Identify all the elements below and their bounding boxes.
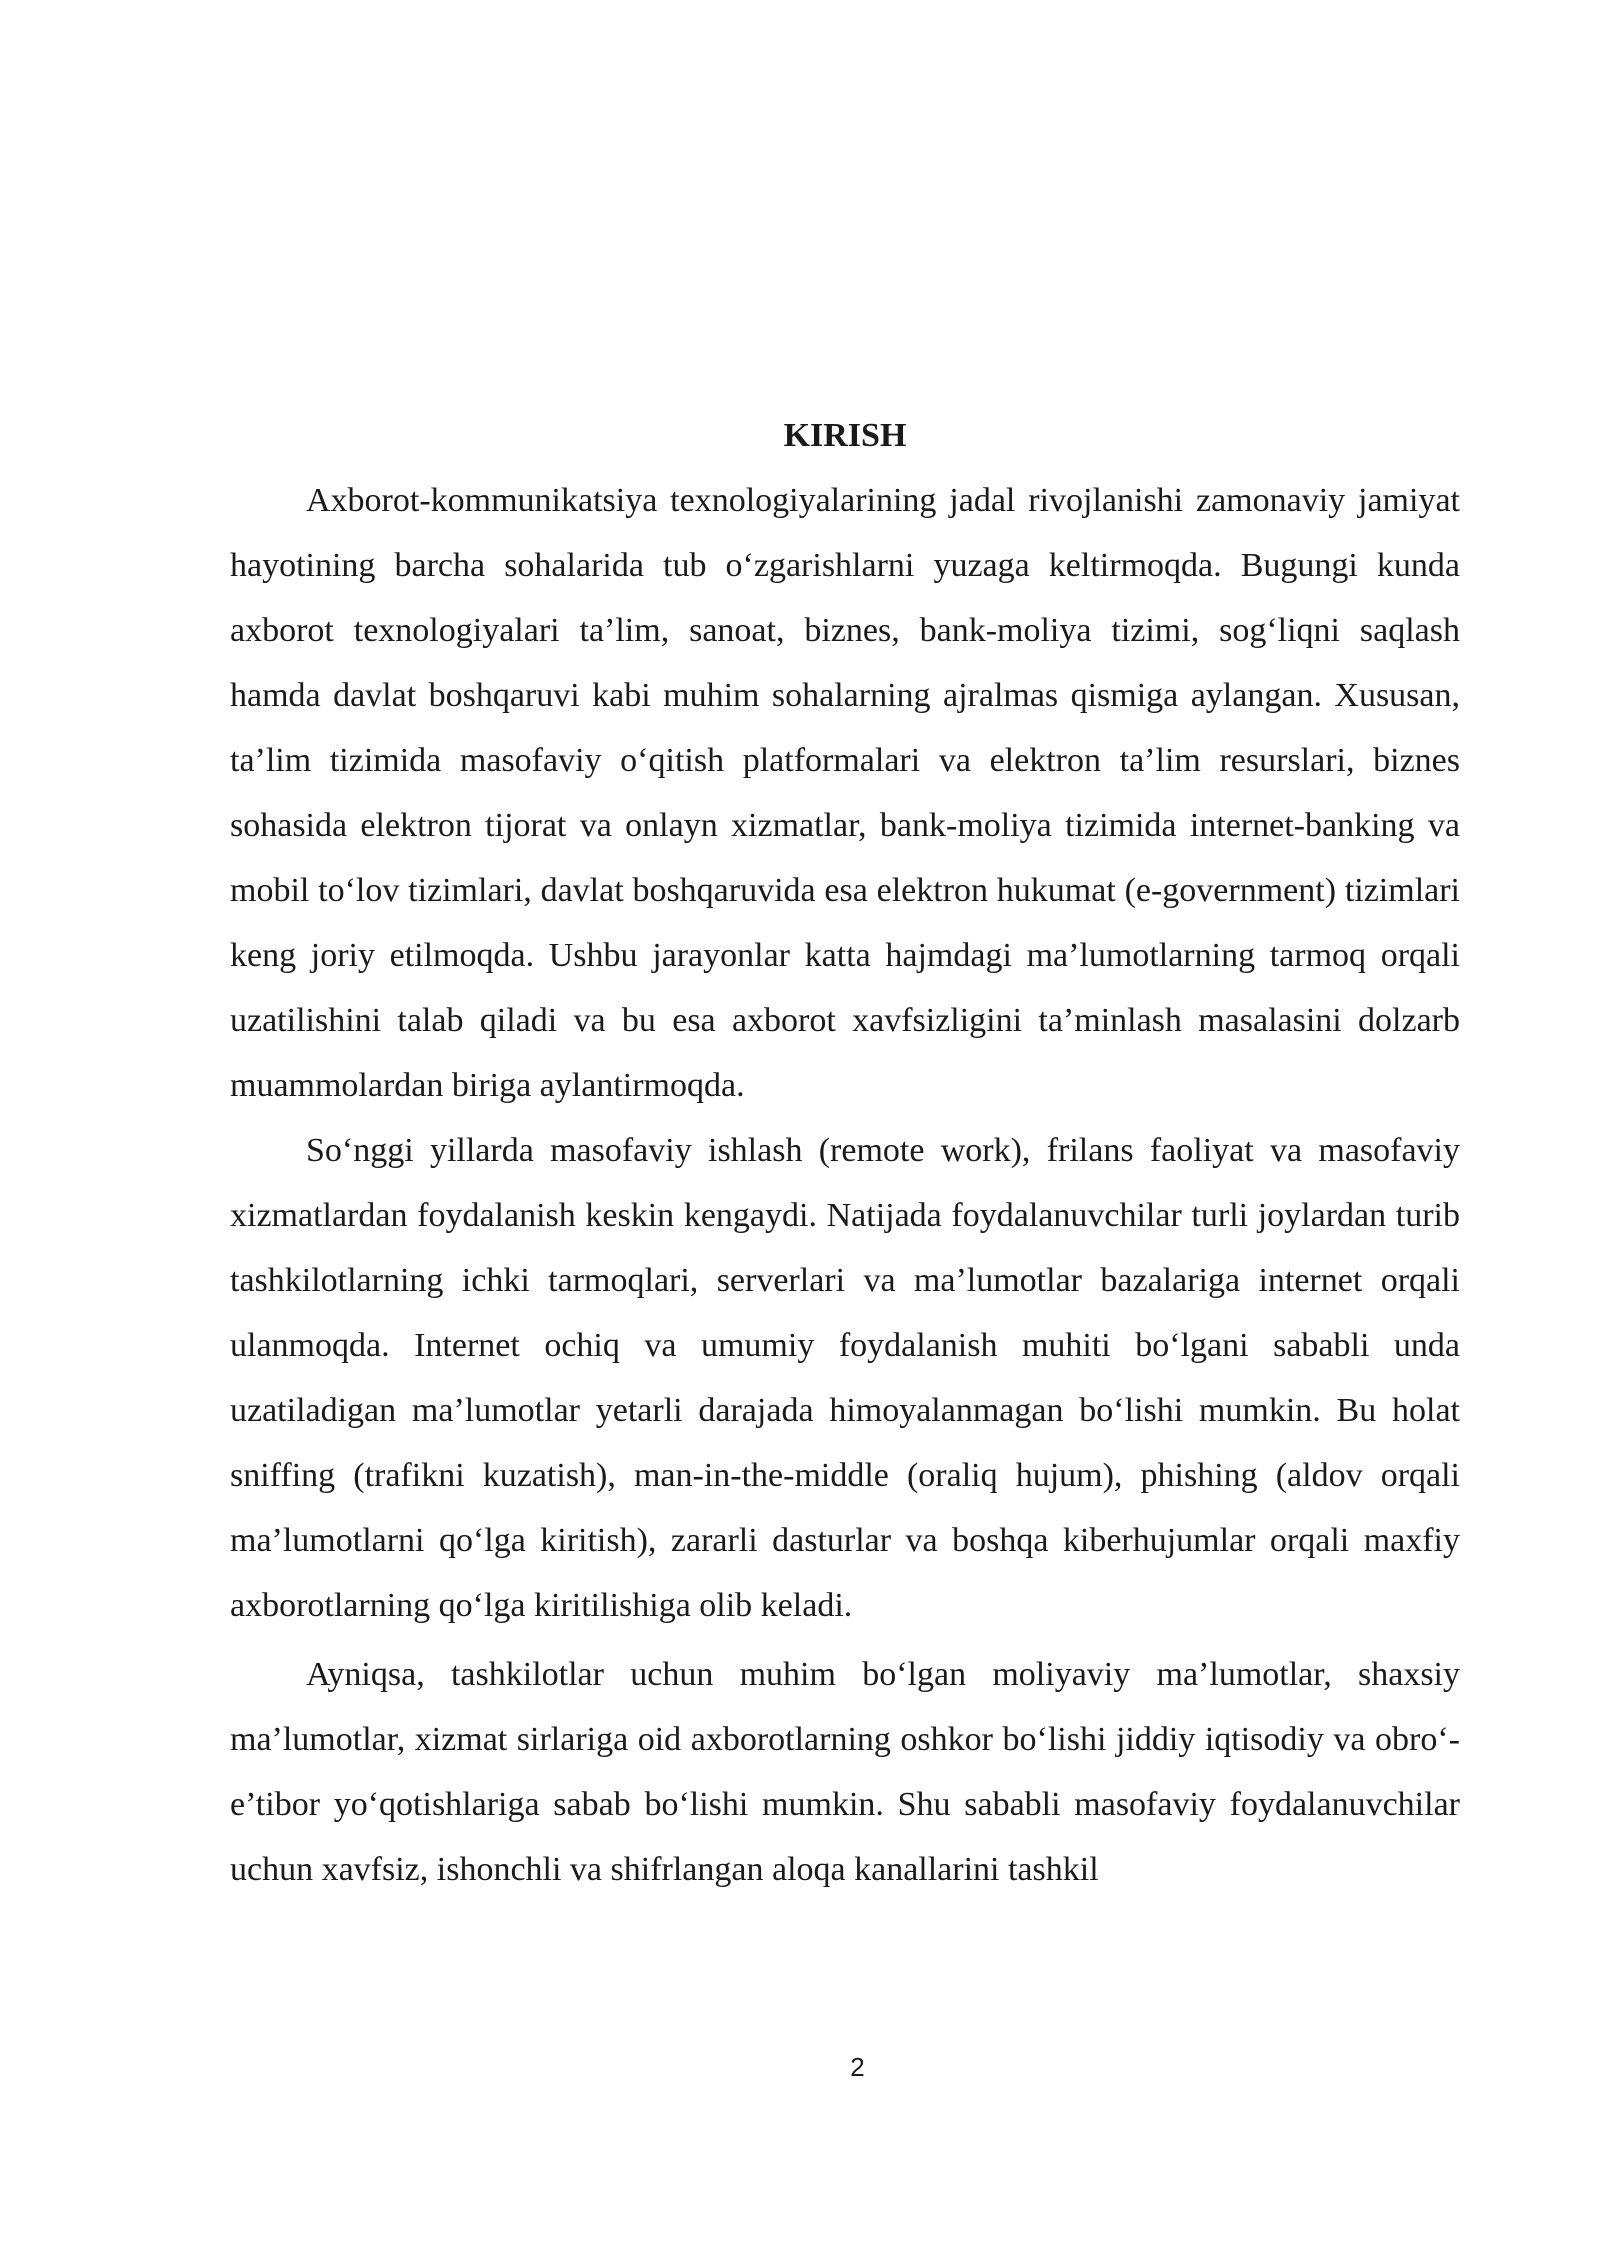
paragraph-3: Ayniqsa, tashkilotlar uchun muhim bo‘lgan moliyaviy ma’lumotlar, shaxsiy ma’lumotlar, xizmat sirlariga oid axborotlarning oshkor bo‘lishi jiddiy iqtisodiy va obro‘-e’tibor yo‘qotishlariga sabab bo‘lishi mumkin. Shu sababli masofaviy foydalanuvchilar uchun xavfsiz, ishonchli va shifrlangan aloqa kanallarini tashkil <box>230 1656 1460 1888</box>
document-body <box>230 412 1460 1902</box>
page-number: 2 <box>850 2052 865 2082</box>
paragraph-2: So‘nggi yillarda masofaviy ishlash (remote work), frilans faoliyat va masofaviy xizmatlardan foydalanish keskin kengaydi. Natijada foydalanuvchilar turli joylardan turib tashkilotlarning ichki tarmoqlari, serverlari va ma’lumotlar bazalariga internet orqali ulanmoqda. Internet ochiq va umumiy foydalanish muhiti bo‘lgani sababli unda uzatiladigan ma’lumotlar yetarli darajada himoyalanmagan bo‘lishi mumkin. Bu holat sniffing (trafikni kuzatish), man-in-the-middle (oraliq hujum), phishing (aldov orqali ma’lumotlarni qo‘lga kiritish), zararli dasturlar va boshqa kiberhujumlar orqali maxfiy axborotlarning qo‘lga kiritilishiga olib keladi. <box>230 1132 1460 1624</box>
section-title: KIRISH <box>783 417 907 454</box>
paragraph-1: Axborot-kommunikatsiya texnologiyalarining jadal rivojlanishi zamonaviy jamiyat hayotining barcha sohalarida tub o‘zgarishlarni yuzaga keltirmoqda. Bugungi kunda axborot texnologiyalari ta’lim, sanoat, biznes, bank-moliya tizimi, sog‘liqni saqlash hamda davlat boshqaruvi kabi muhim sohalarning ajralmas qismiga aylangan. Xususan, ta’lim tizimida masofaviy o‘qitish platformalari va elektron ta’lim resurslari, biznes sohasida elektron tijorat va onlayn xizmatlar, bank-moliya tizimida internet-banking va mobil to‘lov tizimlari, davlat boshqaruvida esa elektron hukumat (e-government) tizimlari keng joriy etilmoqda. Ushbu jarayonlar katta hajmdagi ma’lumotlarning tarmoq orqali uzatilishini talab qiladi va bu esa axborot xavfsizligini ta’minlash masalasini dolzarb muammolardan biriga aylantirmoqda. <box>230 482 1460 1104</box>
